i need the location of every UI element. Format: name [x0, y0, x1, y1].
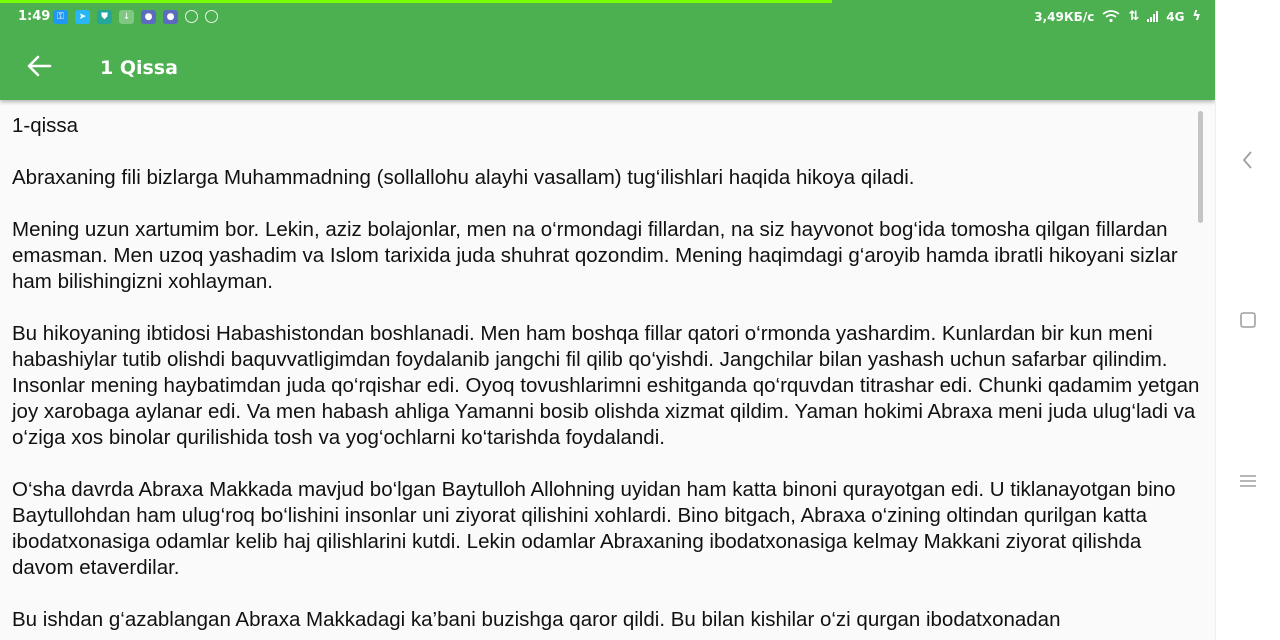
shield-icon: ⛊ [97, 10, 112, 24]
back-button[interactable] [22, 50, 56, 84]
nav-home-button[interactable] [1236, 308, 1260, 332]
paragraph: Mening uzun xartumim bor. Lekin, aziz bolajonlar, men na o‘rmondagi fillardan, na siz hayvonot bog‘ida tomosha qilgan fillardan emasman. Men uzoq yashadim va Islom tarixida juda shuhrat qozondim. Mening haqimdagi g‘aroyib hamda ibratli hikoyani sizlar ham bilishingizni xohlayman. [12, 218, 1178, 293]
paragraph: Abraxaning fili bizlarga Muhammadning (sollallohu alayhi vasallam) tug‘ilishlari haqida hikoya qiladi. [12, 166, 915, 189]
story-content[interactable] [0, 100, 1215, 640]
menu-icon [1239, 473, 1257, 489]
nav-back-button[interactable] [1236, 148, 1260, 172]
navigation-bar [1215, 0, 1280, 640]
download-icon: ↓ [119, 10, 134, 24]
paragraph: Bu ishdan g‘azablangan Abraxa Makkadagi ka’bani buzishga qaror qildi. Bu bilan kishilar o‘zi qurgan ibodatxonadan [12, 608, 1061, 631]
circle-icon [205, 10, 218, 23]
nav-menu-button[interactable] [1236, 469, 1260, 493]
network-type: 4G [1166, 9, 1185, 24]
arrow-left-icon [22, 50, 56, 84]
app-bar [0, 0, 1215, 100]
data-transfer-icon: ⇅ [1128, 9, 1140, 24]
vpn-icon: ⚿ [53, 10, 68, 24]
chevron-left-icon [1241, 150, 1255, 170]
status-bar [0, 0, 1215, 34]
story-heading: 1-qissa [12, 114, 79, 137]
square-icon [1239, 311, 1257, 329]
scrollbar[interactable] [1198, 111, 1203, 223]
signal-icon [1147, 11, 1158, 22]
status-time: 1:49 [18, 9, 51, 24]
battery-charging-icon: ϟ [1192, 9, 1201, 24]
app-icon: ● [141, 10, 156, 24]
notification-icons [53, 10, 218, 24]
telegram-icon: ➤ [75, 10, 90, 24]
app-icon: ● [163, 10, 178, 24]
network-speed: 3,49КБ/с [1034, 9, 1095, 24]
paragraph: O‘sha davrda Abraxa Makkada mavjud bo‘lgan Baytulloh Allohning uyidan ham katta binoni qurayotgan edi. U tiklanayotgan bino Baytullohdan ham ulug‘roq bo‘lishini insonlar uni ziyorat qilishini xohlardi. Bino bitgach, Abraxa o‘zining oltindan qurilgan katta ibodatxonasiga odamlar kelib haj qilishlarini kutdi. Lekin odamlar Abraxaning ibodatxonasiga kelmay Makkani ziyorat qilishda davom etaverdilar. [12, 478, 1176, 579]
status-right [1034, 9, 1201, 24]
wifi-icon [1102, 10, 1120, 23]
page-title: 1 Qissa [100, 57, 178, 79]
circle-icon [185, 10, 198, 23]
paragraph: Bu hikoyaning ibtidosi Habashistondan boshlanadi. Men ham boshqa fillar qatori o‘rmonda yashardim. Kunlardan bir kun meni habashiylar tutib olishdi baquvvatligimdan foydalanib jangchi fil qilib qo‘yishdi. Jangchilar bilan yashash uchun safarbar qilindim. Insonlar mening haybatimdan juda qo‘rqishar edi. Oyoq tovushlarimni eshitganda qo‘rquvdan titrashar edi. Chunki qadamim yetgan joy xarobaga aylanar edi. Va men habash ahliga Yamanni bosib olishda xizmat qildim. Yaman hokimi Abraxa meni juda ulug‘ladi va o‘ziga xos binolar qurilishida tosh va yog‘ochlarni ko‘tarishda foydalandi. [12, 322, 1200, 449]
